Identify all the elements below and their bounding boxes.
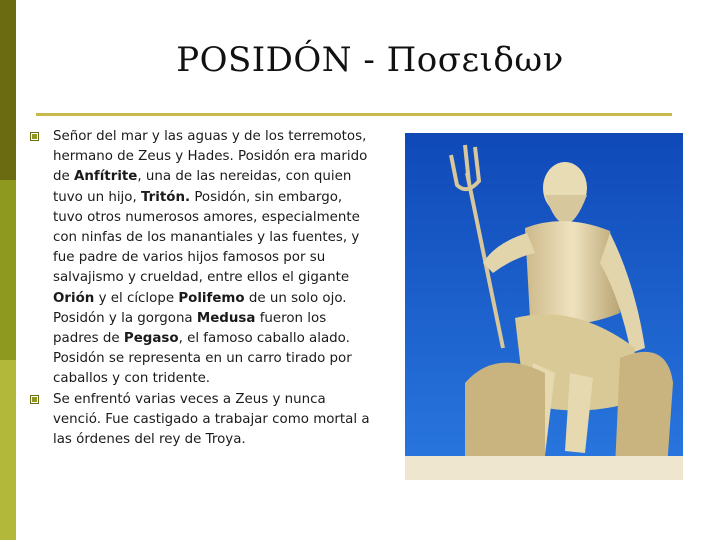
bold-term: Orión	[53, 290, 95, 306]
poseidon-statue-photo	[405, 133, 683, 480]
square-bullet-icon	[30, 395, 39, 404]
body-paragraph	[30, 390, 370, 451]
title-underline	[36, 113, 672, 116]
body-paragraph	[30, 127, 370, 390]
slide-title: POSIDÓN - Ποσειδων	[176, 40, 564, 80]
bold-term: Medusa	[196, 310, 256, 326]
accent-bar-segment	[0, 0, 16, 180]
paragraph-text: fueron los padres de	[53, 310, 327, 347]
left-accent-bar	[0, 0, 16, 540]
bold-term: Pegaso	[123, 331, 179, 347]
bold-term: Tritón.	[140, 189, 191, 205]
paragraph-text: de un solo ojo. Posidón y la gorgona	[53, 290, 347, 326]
square-bullet-icon	[30, 132, 39, 141]
paragraph-text: Posidón, sin embargo, tuvo otros numerosos amores, especialmente con ninfas de los manantiales y las fuentes, y fue padre de varios hijos famosos por su salvajismo y crueldad, entre ellos el gigante	[53, 189, 360, 286]
bold-term: Anfítrite	[74, 169, 138, 185]
paragraph-text: y el cíclope	[94, 290, 179, 306]
accent-bar-segment	[0, 180, 16, 360]
paragraph-text: , una de las nereidas, con quien tuvo un hijo,	[53, 169, 352, 205]
slide-body	[30, 127, 370, 450]
paragraph-text: , el famoso caballo alado. Posidón se representa en un carro tirado por caballos y con tridente.	[53, 331, 352, 387]
paragraph-text: Se enfrentó varias veces a Zeus y nunca venció. Fue castigado a trabajar como mortal a las órdenes del rey de Troya.	[53, 391, 370, 448]
accent-bar-segment	[0, 360, 16, 540]
paragraph-text: Señor del mar y las aguas y de los terremotos, hermano de Zeus y Hades. Posidón era marido de	[53, 129, 368, 185]
bold-term: Polifemo	[178, 290, 245, 306]
